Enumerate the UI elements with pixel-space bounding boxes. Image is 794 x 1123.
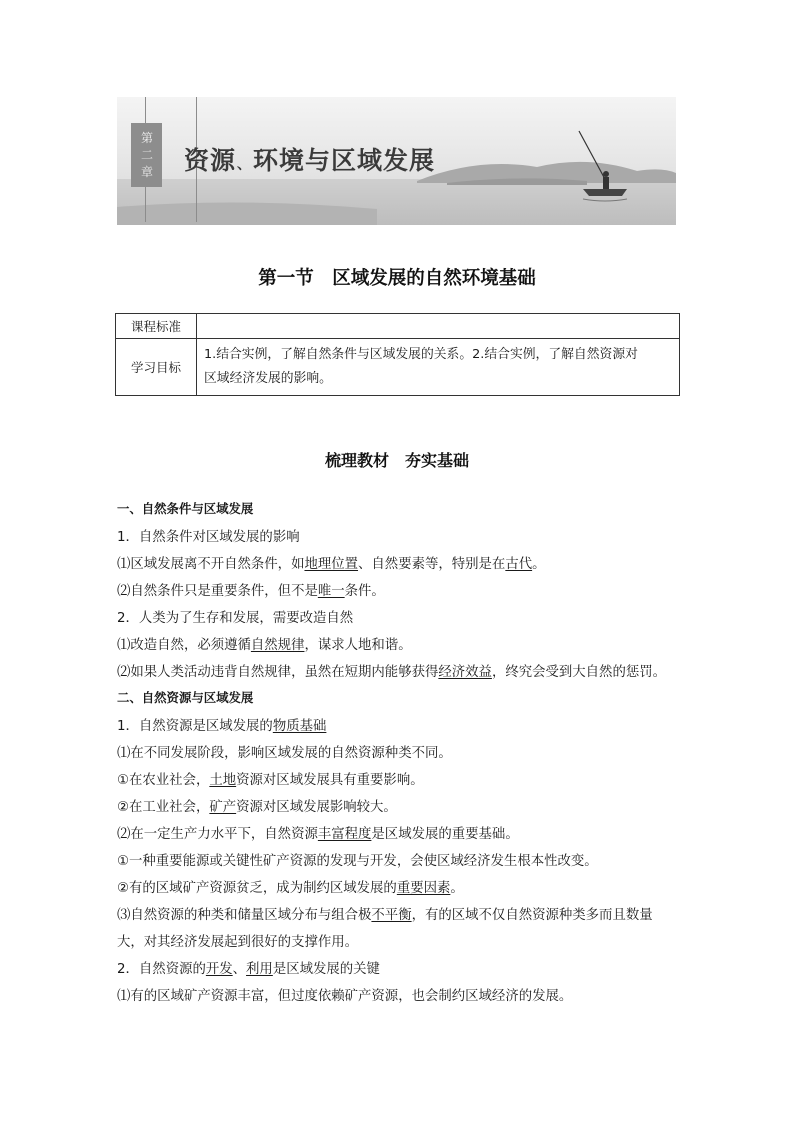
section-title: 第一节 区域发展的自然环境基础	[258, 268, 536, 289]
subheading: 梳理教材 夯实基础	[324, 451, 469, 470]
underlined-term: 唯一	[317, 584, 345, 599]
text-run: 。	[532, 557, 546, 572]
heading-level1: 二、自然资源与区域发展	[117, 690, 254, 705]
text-run: ⑶自然资源的种类和储量区域分布与组合极	[117, 908, 372, 923]
paragraph	[117, 958, 380, 977]
underlined-term: 矿产	[209, 800, 237, 815]
standards-table	[115, 313, 680, 396]
table-row-content	[197, 339, 680, 396]
table-row	[116, 314, 680, 339]
chapter-title	[184, 141, 435, 177]
underlined-term: 不平衡	[371, 908, 412, 923]
text-run: ⑴区域发展离不开自然条件，如	[117, 557, 305, 572]
text-run: ，有的区域不仅自然资源种类多而且数量	[411, 908, 653, 923]
learning-goals-line: 1.结合实例，了解自然条件与区域发展的关系。2.结合实例，了解自然资源对	[204, 347, 638, 362]
heading-level1: 一、自然条件与区域发展	[117, 501, 254, 516]
text-run: 1．自然资源是区域发展的	[117, 719, 273, 734]
paragraph	[117, 823, 519, 842]
text-run: ⑵如果人类活动违背自然规律，虽然在短期内能够获得	[117, 665, 439, 680]
paragraph	[117, 661, 666, 680]
paragraph	[117, 634, 412, 653]
text-run: ，谋求人地和谐。	[304, 638, 412, 653]
text-run: 。	[450, 881, 464, 896]
chapter-tab-char: 第	[140, 131, 153, 145]
underlined-term: 丰富程度	[317, 827, 372, 842]
paragraph	[117, 796, 397, 815]
table-row-content	[197, 314, 680, 339]
underlined-term: 利用	[246, 962, 273, 977]
chapter-title-part: 资源	[184, 146, 237, 175]
underlined-term: 重要因素	[396, 881, 451, 896]
paragraph: ①一种重要能源或关键性矿产资源的发现与开发，会使区域经济发生根本性改变。	[117, 854, 598, 869]
paragraph: 大，对其经济发展起到很好的支撑作用。	[117, 935, 359, 950]
text-run: 资源对区域发展影响较大。	[236, 800, 397, 815]
text-run: 资源对区域发展具有重要影响。	[236, 773, 424, 788]
paragraph	[117, 580, 385, 599]
paragraph	[117, 877, 464, 896]
paragraph: 2．人类为了生存和发展，需要改造自然	[117, 611, 354, 626]
table-row	[116, 339, 680, 396]
paragraph: 1．自然条件对区域发展的影响	[117, 530, 300, 545]
text-run: ②在工业社会，	[117, 800, 210, 815]
underlined-term: 地理位置	[304, 557, 359, 572]
underlined-term: 古代	[505, 557, 533, 572]
paragraph	[117, 715, 326, 734]
underlined-term: 土地	[209, 773, 237, 788]
text-run: 2．自然资源的	[117, 962, 206, 977]
text-run: 条件。	[344, 584, 385, 599]
underlined-term: 物质基础	[272, 719, 327, 734]
paragraph	[117, 553, 546, 572]
paragraph	[117, 769, 424, 788]
chapter-tab-label	[134, 130, 160, 181]
text-run: 、自然要素等，特别是在	[358, 557, 506, 572]
text-run: 是区域发展的关键	[272, 962, 380, 977]
text-run: 是区域发展的重要基础。	[371, 827, 519, 842]
underlined-term: 经济效益	[438, 665, 492, 680]
text-run: 、	[232, 962, 247, 977]
text-run: ⑵在一定生产力水平下，自然资源	[117, 827, 318, 842]
chapter-title-part: 环境与区域发展	[253, 146, 436, 175]
underlined-term: 自然规律	[250, 638, 305, 653]
text-run: ，终究会受到大自然的惩罚。	[491, 665, 667, 680]
chapter-title-separator: 、	[237, 157, 253, 173]
chapter-tab-char: 二	[140, 148, 153, 162]
table-row-label: 学习目标	[116, 339, 197, 396]
paragraph: ⑴有的区域矿产资源丰富，但过度依赖矿产资源，也会制约区域经济的发展。	[117, 989, 573, 1004]
learning-goals-line: 区域经济发展的影响。	[204, 371, 332, 386]
chapter-tab-char: 章	[140, 165, 153, 179]
underlined-term: 开发	[205, 962, 233, 977]
text-run: ⑵自然条件只是重要条件，但不是	[117, 584, 318, 599]
text-run: ⑴改造自然，必须遵循	[117, 638, 251, 653]
paragraph: ⑴在不同发展阶段，影响区域发展的自然资源种类不同。	[117, 746, 452, 761]
text-run: ①在农业社会，	[117, 773, 210, 788]
text-run: ②有的区域矿产资源贫乏，成为制约区域发展的	[117, 881, 397, 896]
paragraph	[117, 904, 653, 923]
table-row-label: 课程标准	[116, 314, 197, 339]
